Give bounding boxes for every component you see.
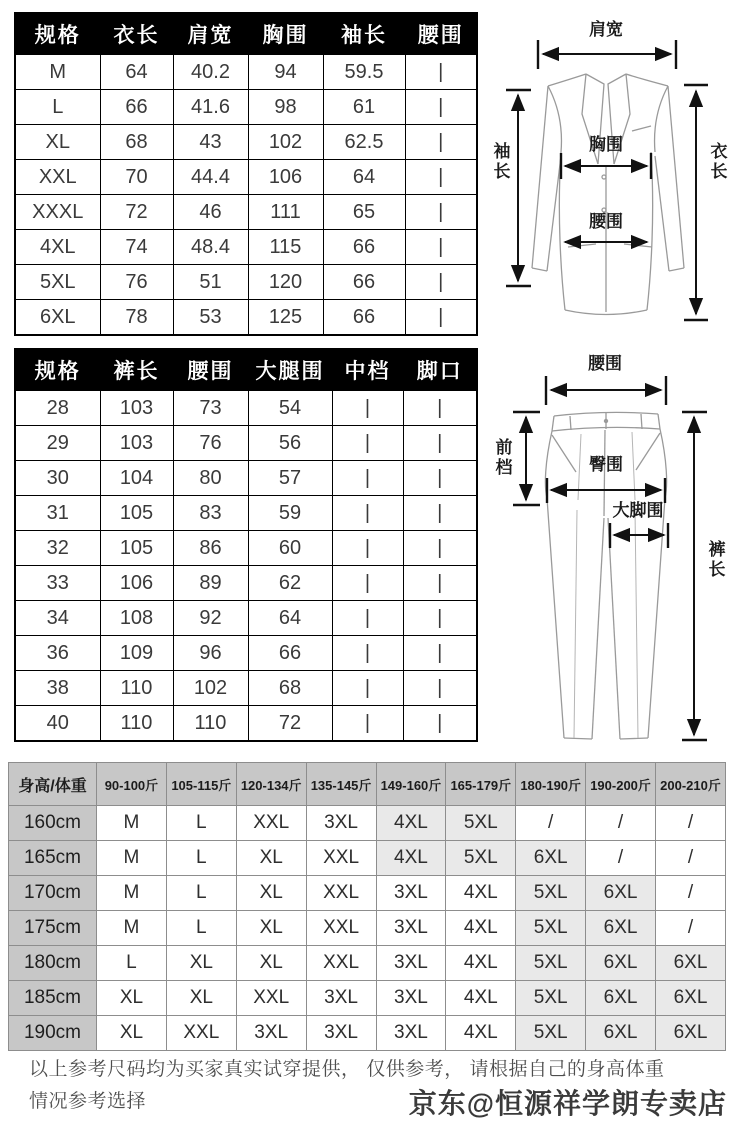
table-row — [15, 461, 477, 496]
size-note-line2: 情况参考选择 — [29, 1091, 147, 1112]
table-cell: 61 — [323, 90, 405, 125]
table-cell: XL — [236, 876, 306, 911]
table-cell: | — [403, 531, 477, 566]
row-header-cell: 4XL — [15, 230, 100, 265]
table-cell: 66 — [323, 230, 405, 265]
row-header-cell: 30 — [15, 461, 100, 496]
pants-diagram-svg — [486, 350, 732, 747]
table-cell: | — [403, 426, 477, 461]
table-cell: 46 — [173, 195, 248, 230]
table-cell: | — [405, 230, 477, 265]
pants-size-table — [14, 348, 478, 742]
table-cell: 5XL — [516, 876, 586, 911]
table-cell: 59 — [248, 496, 332, 531]
table-cell: 4XL — [446, 981, 516, 1016]
table-cell: 89 — [173, 566, 248, 601]
table-cell: 62 — [248, 566, 332, 601]
table-cell: 3XL — [376, 876, 446, 911]
table-cell: | — [405, 265, 477, 300]
table-cell: / — [586, 841, 656, 876]
table-row — [9, 806, 726, 841]
table-cell: 59.5 — [323, 55, 405, 90]
table-cell: XXL — [306, 876, 376, 911]
table-cell: 6XL — [656, 1016, 726, 1051]
row-header-cell: 28 — [15, 391, 100, 426]
table-cell: 102 — [248, 125, 323, 160]
table-cell: M — [97, 876, 167, 911]
table-cell: 51 — [173, 265, 248, 300]
shoulder-width-label: 肩宽 — [589, 20, 623, 39]
row-header-cell: 185cm — [9, 981, 97, 1016]
pants-measure-diagram — [486, 350, 732, 747]
table-cell: M — [97, 911, 167, 946]
column-header: 120-134斤 — [236, 763, 306, 806]
table-cell: | — [332, 706, 403, 742]
table-cell: 103 — [100, 426, 173, 461]
hip-girth-label: 臀围 — [589, 455, 623, 474]
table-cell: | — [405, 160, 477, 195]
table-cell: 5XL — [516, 981, 586, 1016]
table-cell: | — [332, 671, 403, 706]
table-row — [15, 300, 477, 336]
column-header: 袖长 — [323, 13, 405, 55]
row-header-cell: 6XL — [15, 300, 100, 336]
row-header-cell: 29 — [15, 426, 100, 461]
pants-waist-label: 腰围 — [588, 354, 622, 373]
table-cell: 76 — [100, 265, 173, 300]
row-header-cell: XXXL — [15, 195, 100, 230]
table-row — [9, 911, 726, 946]
column-header: 腰围 — [173, 349, 248, 391]
table-cell: 110 — [100, 671, 173, 706]
table-row — [15, 566, 477, 601]
sleeve-length-label: 袖长 — [490, 142, 510, 182]
table-cell: 73 — [173, 391, 248, 426]
table-row — [15, 90, 477, 125]
table-cell: | — [405, 195, 477, 230]
column-header: 规格 — [15, 349, 100, 391]
table-cell: 4XL — [446, 911, 516, 946]
table-cell: | — [403, 566, 477, 601]
column-header: 190-200斤 — [586, 763, 656, 806]
table-cell: / — [586, 806, 656, 841]
table-cell: 3XL — [376, 1016, 446, 1051]
table-cell: 57 — [248, 461, 332, 496]
table-cell: | — [405, 55, 477, 90]
table-cell: XXL — [306, 841, 376, 876]
table-cell: | — [332, 496, 403, 531]
table-cell: / — [656, 806, 726, 841]
table-cell: 6XL — [586, 946, 656, 981]
jacket-outline-drawing — [532, 74, 684, 315]
table-cell: | — [332, 391, 403, 426]
table-cell: 96 — [173, 636, 248, 671]
table-row — [15, 671, 477, 706]
chest-girth-label: 胸围 — [589, 135, 623, 154]
table-cell: 86 — [173, 531, 248, 566]
table-cell: | — [403, 636, 477, 671]
row-header-cell: 190cm — [9, 1016, 97, 1051]
table-cell: | — [405, 90, 477, 125]
table-cell: 44.4 — [173, 160, 248, 195]
column-header: 胸围 — [248, 13, 323, 55]
table-row — [15, 125, 477, 160]
table-cell: 64 — [248, 601, 332, 636]
table-row — [15, 426, 477, 461]
jacket-diagram-svg — [486, 14, 732, 344]
table-row — [15, 391, 477, 426]
row-header-cell: 160cm — [9, 806, 97, 841]
table-cell: 103 — [100, 391, 173, 426]
column-header: 大腿围 — [248, 349, 332, 391]
column-header: 腰围 — [405, 13, 477, 55]
table-cell: 68 — [248, 671, 332, 706]
table-cell: 56 — [248, 426, 332, 461]
table-cell: XL — [97, 1016, 167, 1051]
table-row — [15, 496, 477, 531]
front-rise-label: 前档 — [492, 438, 512, 478]
table-cell: 68 — [100, 125, 173, 160]
table-cell: | — [403, 706, 477, 742]
table-cell: 65 — [323, 195, 405, 230]
table-cell: 6XL — [586, 911, 656, 946]
column-header: 200-210斤 — [656, 763, 726, 806]
table-cell: 110 — [173, 706, 248, 742]
table-cell: 6XL — [586, 1016, 656, 1051]
table-cell: 106 — [100, 566, 173, 601]
column-header: 135-145斤 — [306, 763, 376, 806]
table-cell: 3XL — [306, 981, 376, 1016]
table-cell: 74 — [100, 230, 173, 265]
column-header: 脚口 — [403, 349, 477, 391]
table-cell: 111 — [248, 195, 323, 230]
table-cell: 5XL — [516, 946, 586, 981]
table-cell: | — [332, 426, 403, 461]
table-cell: 98 — [248, 90, 323, 125]
table-cell: 70 — [100, 160, 173, 195]
table-cell: XL — [236, 841, 306, 876]
table-cell: 80 — [173, 461, 248, 496]
row-header-cell: 34 — [15, 601, 100, 636]
row-header-cell: 32 — [15, 531, 100, 566]
table-cell: 105 — [100, 531, 173, 566]
table-row — [9, 946, 726, 981]
table-cell: 3XL — [376, 946, 446, 981]
column-header: 衣长 — [100, 13, 173, 55]
table-cell: 115 — [248, 230, 323, 265]
table-cell: | — [403, 461, 477, 496]
row-header-cell: 40 — [15, 706, 100, 742]
table-cell: 110 — [100, 706, 173, 742]
table-cell: 53 — [173, 300, 248, 336]
table-cell: 72 — [248, 706, 332, 742]
table-cell: 78 — [100, 300, 173, 336]
table-cell: 64 — [100, 55, 173, 90]
table-cell: L — [166, 911, 236, 946]
row-header-cell: 33 — [15, 566, 100, 601]
column-header: 165-179斤 — [446, 763, 516, 806]
table-cell: 5XL — [446, 841, 516, 876]
column-header: 规格 — [15, 13, 100, 55]
table-cell: 106 — [248, 160, 323, 195]
table-row — [15, 601, 477, 636]
column-header: 裤长 — [100, 349, 173, 391]
table-cell: 66 — [248, 636, 332, 671]
table-row — [15, 531, 477, 566]
table-row — [9, 841, 726, 876]
table-cell: 6XL — [586, 876, 656, 911]
table-cell: 92 — [173, 601, 248, 636]
row-header-cell: M — [15, 55, 100, 90]
table-cell: 76 — [173, 426, 248, 461]
table-cell: M — [97, 806, 167, 841]
table-row — [15, 55, 477, 90]
table-cell: XL — [97, 981, 167, 1016]
table-cell: 4XL — [446, 946, 516, 981]
table-cell: 66 — [323, 300, 405, 336]
garment-length-label: 衣长 — [707, 142, 727, 182]
row-header-cell: XL — [15, 125, 100, 160]
table-cell: | — [332, 601, 403, 636]
table-cell: | — [332, 636, 403, 671]
table-cell: 6XL — [516, 841, 586, 876]
table-cell: 4XL — [446, 876, 516, 911]
row-header-cell: 180cm — [9, 946, 97, 981]
table-cell: XXL — [166, 1016, 236, 1051]
table-row — [15, 195, 477, 230]
table-cell: | — [405, 300, 477, 336]
table-cell: / — [656, 876, 726, 911]
pants-length-label: 裤长 — [705, 540, 725, 580]
table-cell: 6XL — [586, 981, 656, 1016]
table-cell: | — [332, 566, 403, 601]
table-cell: 83 — [173, 496, 248, 531]
table-cell: L — [166, 806, 236, 841]
table-cell: L — [97, 946, 167, 981]
table-cell: XL — [236, 911, 306, 946]
table-cell: L — [166, 876, 236, 911]
table-cell: 105 — [100, 496, 173, 531]
table-row — [15, 160, 477, 195]
table-cell: 4XL — [376, 841, 446, 876]
table-cell: 66 — [323, 265, 405, 300]
table-cell: M — [97, 841, 167, 876]
table-cell: XXL — [236, 981, 306, 1016]
table-cell: | — [403, 496, 477, 531]
jacket-size-table — [14, 12, 478, 336]
header-row — [15, 13, 477, 55]
table-cell: / — [656, 841, 726, 876]
table-cell: 104 — [100, 461, 173, 496]
row-header-cell: XXL — [15, 160, 100, 195]
table-row — [15, 636, 477, 671]
table-cell: | — [403, 391, 477, 426]
table-row — [15, 230, 477, 265]
table-cell: XL — [166, 946, 236, 981]
store-watermark: 京东@恒源祥学朗专卖店 — [408, 1088, 727, 1119]
row-header-cell: L — [15, 90, 100, 125]
table-cell: XL — [236, 946, 306, 981]
table-cell: 40.2 — [173, 55, 248, 90]
table-cell: 72 — [100, 195, 173, 230]
table-cell: 120 — [248, 265, 323, 300]
table-cell: 5XL — [446, 806, 516, 841]
table-cell: 108 — [100, 601, 173, 636]
table-cell: 94 — [248, 55, 323, 90]
table-cell: 48.4 — [173, 230, 248, 265]
table-cell: 109 — [100, 636, 173, 671]
column-header: 149-160斤 — [376, 763, 446, 806]
jacket-measure-diagram — [486, 14, 732, 344]
table-cell: 3XL — [376, 911, 446, 946]
row-header-cell: 36 — [15, 636, 100, 671]
waist-girth-label: 腰围 — [589, 212, 623, 231]
row-header-cell: 38 — [15, 671, 100, 706]
table-cell: 66 — [100, 90, 173, 125]
size-note-line1: 以上参考尺码均为买家真实试穿提供， 仅供参考， 请根据自己的身高体重 — [29, 1059, 665, 1080]
table-row — [9, 1016, 726, 1051]
table-cell: | — [403, 601, 477, 636]
table-cell: 6XL — [656, 981, 726, 1016]
table-cell: / — [656, 911, 726, 946]
table-cell: | — [405, 125, 477, 160]
column-header: 中档 — [332, 349, 403, 391]
table-cell: 4XL — [376, 806, 446, 841]
table-row — [9, 876, 726, 911]
row-header-cell: 165cm — [9, 841, 97, 876]
table-cell: 102 — [173, 671, 248, 706]
table-cell: 41.6 — [173, 90, 248, 125]
row-header-cell: 5XL — [15, 265, 100, 300]
height-weight-size-table — [8, 762, 726, 1051]
leg-opening-label: 大脚围 — [612, 501, 664, 520]
column-header: 肩宽 — [173, 13, 248, 55]
table-cell: XXL — [306, 946, 376, 981]
column-header: 90-100斤 — [97, 763, 167, 806]
table-cell: 5XL — [516, 1016, 586, 1051]
table-cell: 3XL — [376, 981, 446, 1016]
row-header-cell: 170cm — [9, 876, 97, 911]
table-cell: XL — [166, 981, 236, 1016]
row-header-cell: 175cm — [9, 911, 97, 946]
table-cell: L — [166, 841, 236, 876]
table-cell: 125 — [248, 300, 323, 336]
table-cell: 60 — [248, 531, 332, 566]
table-cell: | — [403, 671, 477, 706]
table-cell: 5XL — [516, 911, 586, 946]
table-cell: XXL — [306, 911, 376, 946]
table-cell: 3XL — [306, 806, 376, 841]
column-header: 180-190斤 — [516, 763, 586, 806]
table-cell: 4XL — [446, 1016, 516, 1051]
table-cell: XXL — [236, 806, 306, 841]
table-cell: 6XL — [656, 946, 726, 981]
row-header-cell: 31 — [15, 496, 100, 531]
header-row — [15, 349, 477, 391]
table-cell: / — [516, 806, 586, 841]
table-cell: | — [332, 461, 403, 496]
table-cell: 64 — [323, 160, 405, 195]
table-cell: 3XL — [306, 1016, 376, 1051]
column-header: 身高/体重 — [9, 763, 97, 806]
table-cell: 54 — [248, 391, 332, 426]
table-cell: | — [332, 531, 403, 566]
table-row — [9, 981, 726, 1016]
column-header: 105-115斤 — [166, 763, 236, 806]
header-row — [9, 763, 726, 806]
table-cell: 3XL — [236, 1016, 306, 1051]
table-cell: 43 — [173, 125, 248, 160]
table-cell: 62.5 — [323, 125, 405, 160]
table-row — [15, 706, 477, 742]
table-row — [15, 265, 477, 300]
